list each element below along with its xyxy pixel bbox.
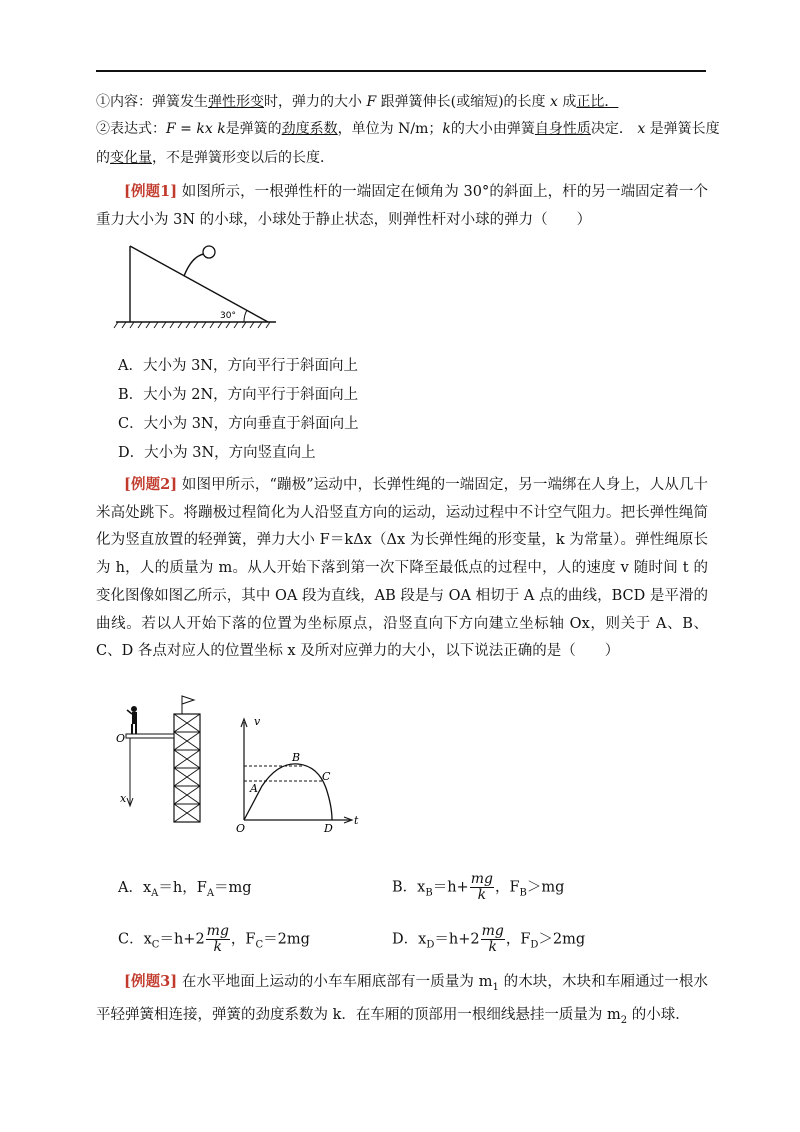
content-mid3: 成	[562, 94, 577, 110]
opt-d-num: mg	[481, 923, 504, 939]
label-d: D	[324, 822, 333, 835]
angle-arc	[244, 310, 247, 322]
opt-c-den: k	[213, 939, 223, 955]
opt-d-post: ，F	[505, 931, 531, 948]
example2-body: 如图甲所示，“蹦极”运动中，长弹性绳的一端固定，另一端绑在人身上，人从几十米高处跳下。将蹦极过程简化为人沿竖直方向的运动，运动过程中不计空气阻力。把长弹性绳简化为竖直放置的轻弹簧，弹力大小 F＝kΔx（Δx 为长弹性绳的形变量，k 为常量）。弹性绳原长为 h，人的质量为 m。从人开始下落到第一次下降至最低点的过程中，人的速度 v 随时间 t 的变化图像如图乙所示，其中 OA 段为直线，AB 段是与 OA 相切于 A 点的曲线，BCD 是平滑的曲线。若以人开始下落的位置为坐标原点，沿竖直向下方向建立坐标轴 Ox，则关于 A、B、C、D 各点对应人的位置坐标 x 及所对应弹力的大小，以下说法正确的是（ ）	[96, 477, 709, 660]
expr-mid4: 决定．	[590, 121, 633, 137]
opt-c-x: x	[143, 931, 152, 948]
opt-c-mid: ＝h+2	[159, 931, 205, 948]
label-t: t	[354, 814, 359, 827]
example3-label: [例题3]	[124, 973, 178, 990]
opt-c-fraction	[206, 924, 230, 955]
expr2-prefix: 的	[96, 150, 110, 166]
opt-b-x: x	[417, 879, 426, 896]
content-prefix: ①内容：弹簧发生	[96, 94, 208, 110]
content-line	[96, 93, 618, 111]
opt-c-sub2: C	[255, 939, 264, 951]
ex2-option-a	[118, 878, 252, 904]
content-mid2: 跟弹簧伸长(或缩短)的长度	[380, 94, 546, 110]
expr-underline-2: 自身性质	[534, 121, 591, 137]
label-a: A	[250, 782, 258, 795]
ex1-option-b: B．大小为 2N，方向平行于斜面向上	[118, 387, 359, 403]
opt-b-num: mg	[470, 871, 493, 887]
content-underline-2: 正比．	[576, 94, 619, 110]
ex1-option-c: C．大小为 3N，方向垂直于斜面向上	[118, 416, 359, 432]
opt-b-mid: ＝h+	[432, 879, 469, 896]
opt-b-den: k	[477, 887, 487, 903]
ex1-option-d: D．大小为 3N，方向竖直向上	[118, 445, 316, 461]
content-underline-1: 弹性形变	[208, 94, 264, 110]
elastic-rod	[184, 254, 204, 276]
example2-text	[96, 471, 708, 666]
example3-sub1: 1	[492, 981, 499, 993]
opt-b-end: ＞mg	[526, 879, 565, 896]
example1-text	[96, 178, 708, 234]
opt-a-mid: ＝h，F	[158, 880, 207, 896]
example3-part2: 的木块，木块和车厢通过一根水平轻弹簧相连接，弹簧的劲度系数为 k．在车厢的顶部用一根细线悬挂一质量为 m	[96, 974, 709, 1023]
example3-sub2: 2	[620, 1014, 628, 1026]
expr-k2: k	[442, 121, 451, 137]
opt-c-end: ＝2mg	[263, 931, 310, 948]
tower-lattice	[174, 714, 200, 822]
ground-hatching	[114, 322, 270, 328]
expr-mid3: 的大小由弹簧	[450, 121, 535, 137]
opt-c-sub1: C	[151, 939, 160, 951]
example3-part1: 在水平地面上运动的小车车厢底部有一质量为 m	[181, 974, 493, 990]
opt-a-sub2: A	[206, 887, 215, 899]
content-mid: 时，弹力的大小	[264, 94, 362, 110]
incline-figure	[108, 240, 278, 330]
ex2-option-b	[392, 872, 564, 903]
expr-prefix: ②表达式：	[96, 121, 166, 137]
jumper	[127, 706, 137, 734]
example3-text	[96, 968, 708, 1034]
opt-a-sub1: A	[151, 887, 159, 899]
opt-b-fraction	[470, 872, 494, 903]
opt-a-x: x	[142, 880, 152, 896]
bungee-figure	[112, 694, 212, 824]
opt-d-x: x	[418, 931, 427, 948]
opt-a-end: ＝mg	[214, 880, 252, 896]
opt-b-post: ，F	[494, 879, 520, 896]
ex1-option-a: A．大小为 3N，方向平行于斜面向上	[118, 358, 358, 374]
jump-platform	[126, 734, 174, 738]
expression-line	[96, 120, 720, 138]
vt-graph	[232, 714, 362, 834]
expr2-rest: ，不是弹簧形变以后的长度．	[152, 150, 334, 166]
opt-a-letter: A．	[118, 880, 143, 896]
example3-part3: 的小球．	[627, 1006, 690, 1023]
expr-underline-1: 劲度系数	[281, 121, 338, 137]
expr-mid: 是弹簧的	[225, 121, 282, 137]
ex2-option-c	[118, 924, 310, 955]
opt-d-sub1: D	[426, 939, 435, 951]
opt-d-end: ＞2mg	[538, 931, 586, 948]
example2-label: [例题2]	[124, 476, 178, 493]
opt-d-mid: ＝h+2	[434, 931, 480, 948]
opt-b-sub1: B	[425, 887, 433, 899]
top-rule	[96, 70, 706, 72]
expr-x: x	[637, 121, 646, 137]
incline-slope	[130, 246, 268, 322]
opt-d-fraction	[481, 924, 505, 955]
expr-formula: F = kx	[166, 121, 213, 137]
opt-d-den: k	[488, 939, 497, 955]
opt-b-letter: B．	[392, 879, 418, 896]
label-x: x	[120, 792, 127, 805]
opt-c-num: mg	[206, 923, 229, 939]
ex2-option-d	[392, 924, 585, 955]
label-o2: O	[236, 822, 246, 835]
label-c: C	[322, 770, 331, 783]
flag	[182, 696, 194, 704]
expression-line-2	[96, 149, 334, 167]
opt-d-sub2: D	[530, 939, 539, 951]
expr-mid5: 是弹簧长度	[649, 121, 720, 137]
label-o1: O	[116, 732, 126, 745]
expr2-underline: 变化量	[110, 150, 152, 166]
label-v: v	[254, 715, 261, 728]
angle-label: 30°	[220, 311, 236, 321]
ball	[203, 246, 215, 258]
opt-d-letter: D．	[392, 931, 419, 948]
expr-mid2: ，单位为 N/m；	[337, 121, 443, 137]
opt-b-sub2: B	[519, 887, 527, 899]
label-b: B	[292, 751, 301, 764]
example1-body: 如图所示，一根弹性杆的一端固定在倾角为 30°的斜面上，杆的另一端固定着一个重力大小为 3N 的小球，小球处于静止状态，则弹性杆对小球的弹力（ ）	[96, 184, 709, 228]
opt-c-letter: C．	[118, 931, 144, 948]
content-var-x: x	[550, 94, 558, 110]
example1-label: [例题1]	[124, 183, 178, 200]
expr-k: k	[217, 121, 226, 137]
opt-c-post: ，F	[230, 931, 256, 948]
content-var-f: F	[366, 94, 377, 110]
